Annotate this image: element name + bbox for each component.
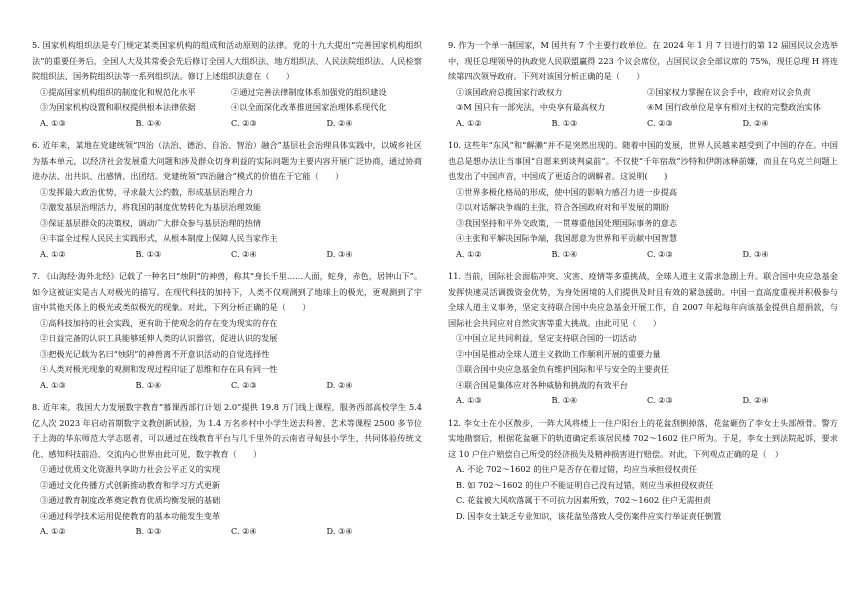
statement-4: ④主张和平解决国际争端，我国愿意为世界和平贡献中国智慧 <box>456 233 678 243</box>
question-stem: 6. 近年来，某地在党建统领“四治（法治、德治、自治、智治）融合”基层社会治理具体实践中，以城乡社区为基本单元，以经济社会发展重大问题和涉及群众切身利益的实际问题为主要内容开展广泛协商，通过协商进办法、出共识、出感情、出团结。党建统领“四治融合”模式的价值在于它能（ ） <box>32 140 422 181</box>
statement-1: ①高科技加持的社会实践，更有助于使观念的存在变为现实的存在 <box>40 317 278 328</box>
option-c[interactable]: C. ②③ <box>231 379 257 390</box>
question-stem: 12. 李女士在小区散步，一阵大风将楼上一住户阳台上的花盆刮倒掉落，花盆砸伤了李女士头部颅骨。警方实地勘察后，根据花盆砸下的轨道确定系该居民楼 702～1602 住户所为。于是，李女士到法院起诉，要求这 10 户住户赔偿自己所受的经济损失及精神损害进行赔偿。对此，下列观点正确的是（ ） <box>448 417 838 459</box>
statement-1: ①提高国家机构组织的制度化和规范化水平 <box>40 86 196 97</box>
option-a[interactable]: A. ①③ <box>40 117 66 128</box>
question-12 <box>448 416 838 525</box>
option-c[interactable]: C. ②③ <box>647 395 673 405</box>
statement-1: ①该国政府总揽国家行政权力 <box>456 86 563 97</box>
option-d[interactable]: D. ③④ <box>326 526 353 536</box>
option-d[interactable]: D. ③④ <box>326 248 353 259</box>
statement-1: ①世界多极化格局的形成，使中国的影响力感召力进一步提高 <box>456 186 678 197</box>
question-10 <box>448 138 838 262</box>
question-7 <box>32 269 422 393</box>
question-11 <box>448 269 838 409</box>
statement-4: ④M 国行政单位是享有相对主权的完整政治实体 <box>647 102 821 112</box>
question-5 <box>32 38 422 131</box>
statement-3: ③M 国只有一部宪法，中央享有最高权力 <box>456 102 606 112</box>
option-d[interactable]: D. ②④ <box>742 117 769 128</box>
statement-4: ④人类对极光现象的观测和发现过程印证了思维和存在具有同一性 <box>40 364 278 374</box>
option-a[interactable]: A. 不论 702～1602 的住户是否存在着过错，均应当承担侵权责任 <box>456 464 698 474</box>
question-9 <box>448 38 838 131</box>
question-8 <box>32 400 422 540</box>
question-6 <box>32 138 422 262</box>
option-b[interactable]: B. ①③ <box>135 248 162 259</box>
statement-2: ②通过文化传播方式创新推动教育和学习方式更新 <box>40 479 221 490</box>
question-stem: 11. 当前，国际社会面临冲突、灾害、疫情等多重挑战，全球人道主义需求急剧上升。联合国中央应急基金发挥快速灵活调拨资金优势，为身处困境的人们提供及时且有效的紧急援助。中国一直高度重视并积极参与全球人道主义事务，坚定支持联合国中央应急基金开展工作，自 2007 年起每年向该基金提供自愿捐款，与国际社会共同应对自然灾害等重大挑战。由此可见（ ） <box>448 271 838 328</box>
option-a[interactable]: A. ①② <box>456 117 482 128</box>
statement-3: ③联合国中央应急基金负有维护国际和平与安全的主要责任 <box>456 364 669 374</box>
option-a[interactable]: A. ①③ <box>456 395 482 405</box>
statement-2: ②日益完备的认识工具能够延伸人类的认识器官，促进认识的发展 <box>40 333 278 343</box>
option-b[interactable]: B. 如 702～1602 的住户不能证明自己没有过错，则应当承担侵权责任 <box>456 479 714 490</box>
option-d[interactable]: D. ②④ <box>326 379 353 390</box>
option-b[interactable]: B. ①④ <box>135 117 162 128</box>
option-c[interactable]: C. ②④ <box>231 248 257 259</box>
option-a[interactable]: A. ①③ <box>40 379 66 390</box>
option-b[interactable]: B. ①④ <box>135 379 162 390</box>
statement-2: ②国家权力掌握在议会手中，政府对议会负责 <box>647 86 811 97</box>
question-stem: 5. 国家机构组织法是专门规定某类国家机构的组成和活动原则的法律。党的十九大提出“完善国家机构组织法”的重要任务后，全国人大及其常委会先后修订全国人大组织法、地方组织法、人民法院组织法、人民检察院组织法、国务院组织法等一系列组织法。修订上述组织法意在（ ） <box>32 40 422 81</box>
option-d[interactable]: D. ②④ <box>326 117 353 128</box>
statement-4: ④联合国是集体应对各种威胁和挑战的有效平台 <box>456 379 628 390</box>
statement-2: ②以对话解决争端的主张，符合各国政府对和平发展的期盼 <box>456 202 669 212</box>
option-c[interactable]: C. ②③ <box>647 117 673 128</box>
option-b[interactable]: B. ①③ <box>551 117 578 128</box>
statement-2: ②通过完善法律制度体系加强党的组织建设 <box>231 86 387 97</box>
statement-3: ③为国家机构设置和职权提供根本法律依据 <box>40 102 196 112</box>
question-stem: 7. 《山海经·海外北经》记载了一种名曰“烛阴”的神兽，称其“身长千里……人面，蛇身，赤色，居钟山下”。如今这被证实是古人对极光的描写。在现代科技的加持下，人类不仅观测到了地球上的极光，更观测到了宇宙中其他天体上的极光或类似极光的现象。对此，下列分析正确的是（ ） <box>32 271 423 312</box>
statement-2: ②激发基层治理活力，将我国的制度优势转化为基层治理效能 <box>40 202 262 212</box>
option-b[interactable]: B. ①③ <box>135 526 162 536</box>
option-d[interactable]: D. ②④ <box>742 395 769 405</box>
statement-2: ②中国是推动全球人道主义救助工作顺利开展的重要力量 <box>456 348 661 359</box>
statement-3: ③保证基层群众的决策权，调动广大群众参与基层治理的热情 <box>40 217 262 228</box>
statement-1: ①发挥最大政治优势，寻求最大公约数，形成基层治理合力 <box>40 186 253 197</box>
option-a[interactable]: A. ①② <box>456 248 482 259</box>
statement-3: ③我国坚持和平外交政策，一贯尊重他国处理国际事务的意志 <box>456 217 678 228</box>
statement-4: ④丰富全过程人民民主实践形式，从根本制度上保障人民当家作主 <box>40 233 278 243</box>
option-d[interactable]: D. ③④ <box>742 248 769 259</box>
statement-4: ④以全面深化改革推进国家治理体系现代化 <box>231 102 387 112</box>
left-column <box>32 38 422 547</box>
option-c[interactable]: C. ②③ <box>231 117 257 128</box>
statement-4: ④通过科学技术运用促使教育的基本功能发生变革 <box>40 510 221 521</box>
option-d[interactable]: D. 因李女士缺乏专业知识，该花盆坠落致人受伤案件应实行举证责任倒置 <box>456 510 722 521</box>
option-c[interactable]: C. 花盆被大风吹落属于不可抗力因素所致，702～1602 住户无需担责 <box>456 495 711 505</box>
option-c[interactable]: C. ②③ <box>647 248 673 259</box>
statement-3: ③通过教育制度改革奠定教育优质均衡发展的基础 <box>40 495 221 505</box>
option-b[interactable]: B. ①④ <box>551 248 578 259</box>
statement-3: ③把极光记载为名曰“烛阴”的神兽离不开意识活动的自觉选择性 <box>40 348 270 359</box>
option-a[interactable]: A. ①② <box>40 526 66 536</box>
question-stem: 10. 这些年“东风”和“解濑”并不是突然出现的。随着中国的发展，世界人民越来越受到了中国的存在。中国也总是想办法让当事国“自愿来到谈判桌前”。不仅使“千年宿敌”沙特和伊朗冰释前嫌，而且在乌克兰问题上也发出了中国声音，中国成了更适合的调解者。这说明( ) <box>448 140 838 181</box>
option-c[interactable]: C. ②④ <box>231 526 257 536</box>
right-column <box>448 38 838 547</box>
statement-1: ①中国立足共同利益，坚定支持联合国的一切活动 <box>456 333 637 343</box>
question-stem: 9. 作为一个单一制国家，M 国共有 7 个主要行政单位。在 2024 年 1 月 7 日进行的第 12 届国民议会选举中，现任总理领导的执政党人民联盟赢得 223 个议会席位，占国民议会全部议席的 75%，现任总理 H 将连续第四次领导政府。下列对该国分析正确的是（ ） <box>448 40 838 81</box>
statement-1: ①通过优质文化资源共享助力社会公平正义的实现 <box>40 464 221 474</box>
option-b[interactable]: B. ①④ <box>551 395 578 405</box>
question-stem: 8. 近年来，我国大力发展数字教育“慕课西部行计划 2.0”提供 19.8 万门线上课程，服务西部高校学生 5.4 亿人次 2023 年启动首期数字文教创新试验，为 1.4 万名乡村中小学生送去科普、艺术等课程 2500 多节位于上海的华东师范大学志愿者，可以通过在线教育平台与几千里外的云南省寻甸县小学生，共同体验传统文化、感知科技前沿、交流内心世界由此可见，数字教育（ ） <box>32 402 422 459</box>
option-a[interactable]: A. ①② <box>40 248 66 259</box>
